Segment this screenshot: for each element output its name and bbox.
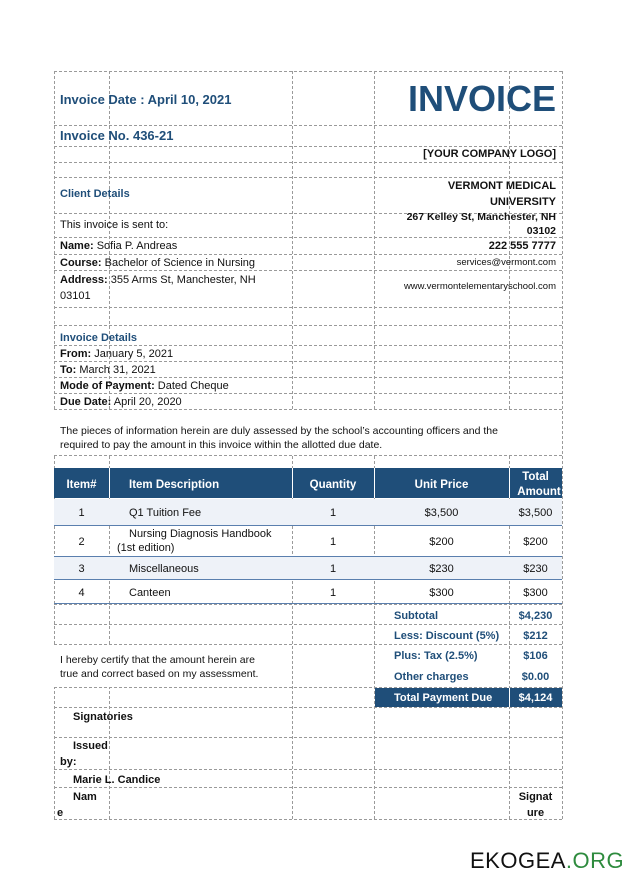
payment-mode-field	[60, 379, 229, 393]
sent-to-label: This invoice is sent to:	[60, 219, 169, 231]
company-logo-placeholder: [YOUR COMPANY LOGO]	[423, 148, 556, 160]
discount-label: Less: Discount (5%)	[394, 630, 500, 642]
company-website: www.vermontelementaryschool.com	[403, 281, 556, 292]
to-label: To:	[60, 364, 77, 376]
grid-line	[54, 307, 562, 308]
row-unit-price: $230	[429, 563, 454, 575]
subtotal-value: $4,230	[518, 610, 553, 622]
client-name-field	[60, 239, 177, 253]
grid-line	[54, 177, 562, 178]
grid-line	[54, 624, 562, 625]
total-due-label: Total Payment Due	[394, 692, 493, 704]
grid-line	[54, 361, 562, 362]
row-divider	[54, 603, 562, 604]
company-phone: 222 555 7777	[488, 240, 556, 252]
row-quantity: 1	[329, 507, 337, 519]
client-address-value: 355 Arms St, Manchester, NH	[110, 274, 256, 286]
issued-by-line2: by:	[60, 756, 77, 768]
due-date-field	[60, 395, 182, 409]
grid-line	[54, 71, 562, 72]
subtotal-label: Subtotal	[394, 610, 438, 622]
client-course-value: Bachelor of Science in Nursing	[104, 257, 256, 269]
row-item-number: 4	[78, 587, 85, 599]
note-line2: required to pay the amount in this invoice within the allotted due date.	[60, 439, 383, 451]
note-line1: The pieces of information herein are duly assessed by the school’s accounting officers and the	[60, 425, 498, 437]
header-total-line2: Amount	[517, 486, 561, 498]
discount-value: $212	[523, 630, 548, 642]
company-email: services@vermont.com	[456, 257, 556, 268]
watermark-tld: .ORG	[565, 848, 624, 873]
due-date-label: Due Date:	[60, 396, 112, 408]
header-total-line1: Total	[522, 471, 549, 483]
tax-label: Plus: Tax (2.5%)	[394, 650, 478, 662]
grid-line	[54, 377, 562, 378]
row-description: Canteen	[129, 587, 171, 599]
grid-line	[54, 125, 562, 126]
grid-line	[54, 345, 562, 346]
row-quantity: 1	[329, 563, 337, 575]
invoice-title: INVOICE	[407, 78, 556, 119]
row-unit-price: $300	[429, 587, 454, 599]
row-item-number: 2	[78, 536, 85, 548]
row-description-line2: (1st edition)	[117, 542, 175, 554]
signature-label-line2: ure	[526, 807, 545, 819]
grid-line	[54, 737, 562, 738]
row-quantity: 1	[329, 587, 337, 599]
row-divider	[54, 579, 562, 580]
company-address-line1: 267 Kelley St, Manchester, NH	[406, 211, 556, 223]
grid-line	[54, 604, 562, 605]
payment-mode-value: Dated Cheque	[157, 380, 229, 392]
row-item-number: 3	[78, 563, 85, 575]
row-total: $200	[523, 536, 548, 548]
grid-line	[54, 254, 562, 255]
row-divider	[54, 556, 562, 557]
grid-line	[54, 455, 562, 456]
issuer-name: Marie L. Candice	[73, 774, 161, 786]
row-divider	[54, 525, 562, 526]
to-value: March 31, 2021	[79, 364, 156, 376]
grid-line	[54, 769, 562, 770]
invoice-date: Invoice Date : April 10, 2021	[60, 92, 232, 107]
invoice-sheet	[54, 71, 562, 819]
client-name-label: Name:	[60, 240, 94, 252]
total-due-value: $4,124	[518, 692, 553, 704]
certify-line1: I hereby certify that the amount herein are	[60, 654, 255, 666]
client-details-heading: Client Details	[60, 188, 130, 200]
header-quantity: Quantity	[309, 479, 357, 491]
row-description: Nursing Diagnosis Handbook	[129, 528, 272, 540]
company-name-line2: UNIVERSITY	[489, 196, 556, 208]
client-course-label: Course:	[60, 257, 102, 269]
payment-mode-label: Mode of Payment:	[60, 380, 155, 392]
from-field	[60, 347, 173, 361]
name-label-line1: Nam	[73, 791, 97, 803]
row-total: $300	[523, 587, 548, 599]
row-description: Miscellaneous	[129, 563, 199, 575]
grid-line	[54, 707, 562, 708]
issued-by-line1: Issued	[73, 740, 108, 752]
row-description: Q1 Tuition Fee	[129, 507, 202, 519]
client-address-label: Address:	[60, 274, 108, 286]
row-quantity: 1	[329, 536, 337, 548]
grid-line	[54, 393, 562, 394]
from-label: From:	[60, 348, 92, 360]
other-charges-value: $0.00	[521, 671, 550, 683]
tax-value: $106	[523, 650, 548, 662]
header-unit-price: Unit Price	[414, 479, 469, 491]
grid-line	[54, 819, 562, 820]
client-course-field	[60, 256, 255, 270]
header-item: Item#	[66, 479, 97, 491]
company-name-line1: VERMONT MEDICAL	[447, 180, 556, 192]
grid-line	[54, 325, 562, 326]
row-unit-price: $3,500	[424, 507, 459, 519]
client-address-line2: 03101	[60, 290, 91, 302]
row-unit-price: $200	[429, 536, 454, 548]
name-label-line2: e	[57, 807, 64, 819]
to-field	[60, 363, 156, 377]
other-charges-label: Other charges	[394, 671, 469, 683]
grid-line	[54, 787, 562, 788]
watermark-brand: EKOGEA	[470, 848, 566, 873]
row-total: $230	[523, 563, 548, 575]
invoice-number: Invoice No. 436-21	[60, 128, 174, 143]
client-name-value: Sofia P. Andreas	[96, 240, 178, 252]
signatories-heading: Signatories	[73, 711, 133, 723]
from-value: January 5, 2021	[94, 348, 174, 360]
client-address-field	[60, 273, 256, 287]
header-description: Item Description	[129, 479, 220, 491]
signature-label-line1: Signat	[518, 791, 553, 803]
ekogea-watermark-logo	[470, 848, 624, 874]
company-address-line2: 03102	[526, 225, 556, 237]
due-date-value: April 20, 2020	[113, 396, 182, 408]
invoice-details-heading: Invoice Details	[60, 332, 138, 344]
grid-line	[562, 71, 563, 819]
grid-line	[54, 162, 562, 163]
grid-line	[54, 270, 562, 271]
row-item-number: 1	[78, 507, 85, 519]
row-total: $3,500	[518, 507, 553, 519]
certify-line2: true and correct based on my assessment.	[60, 668, 259, 680]
